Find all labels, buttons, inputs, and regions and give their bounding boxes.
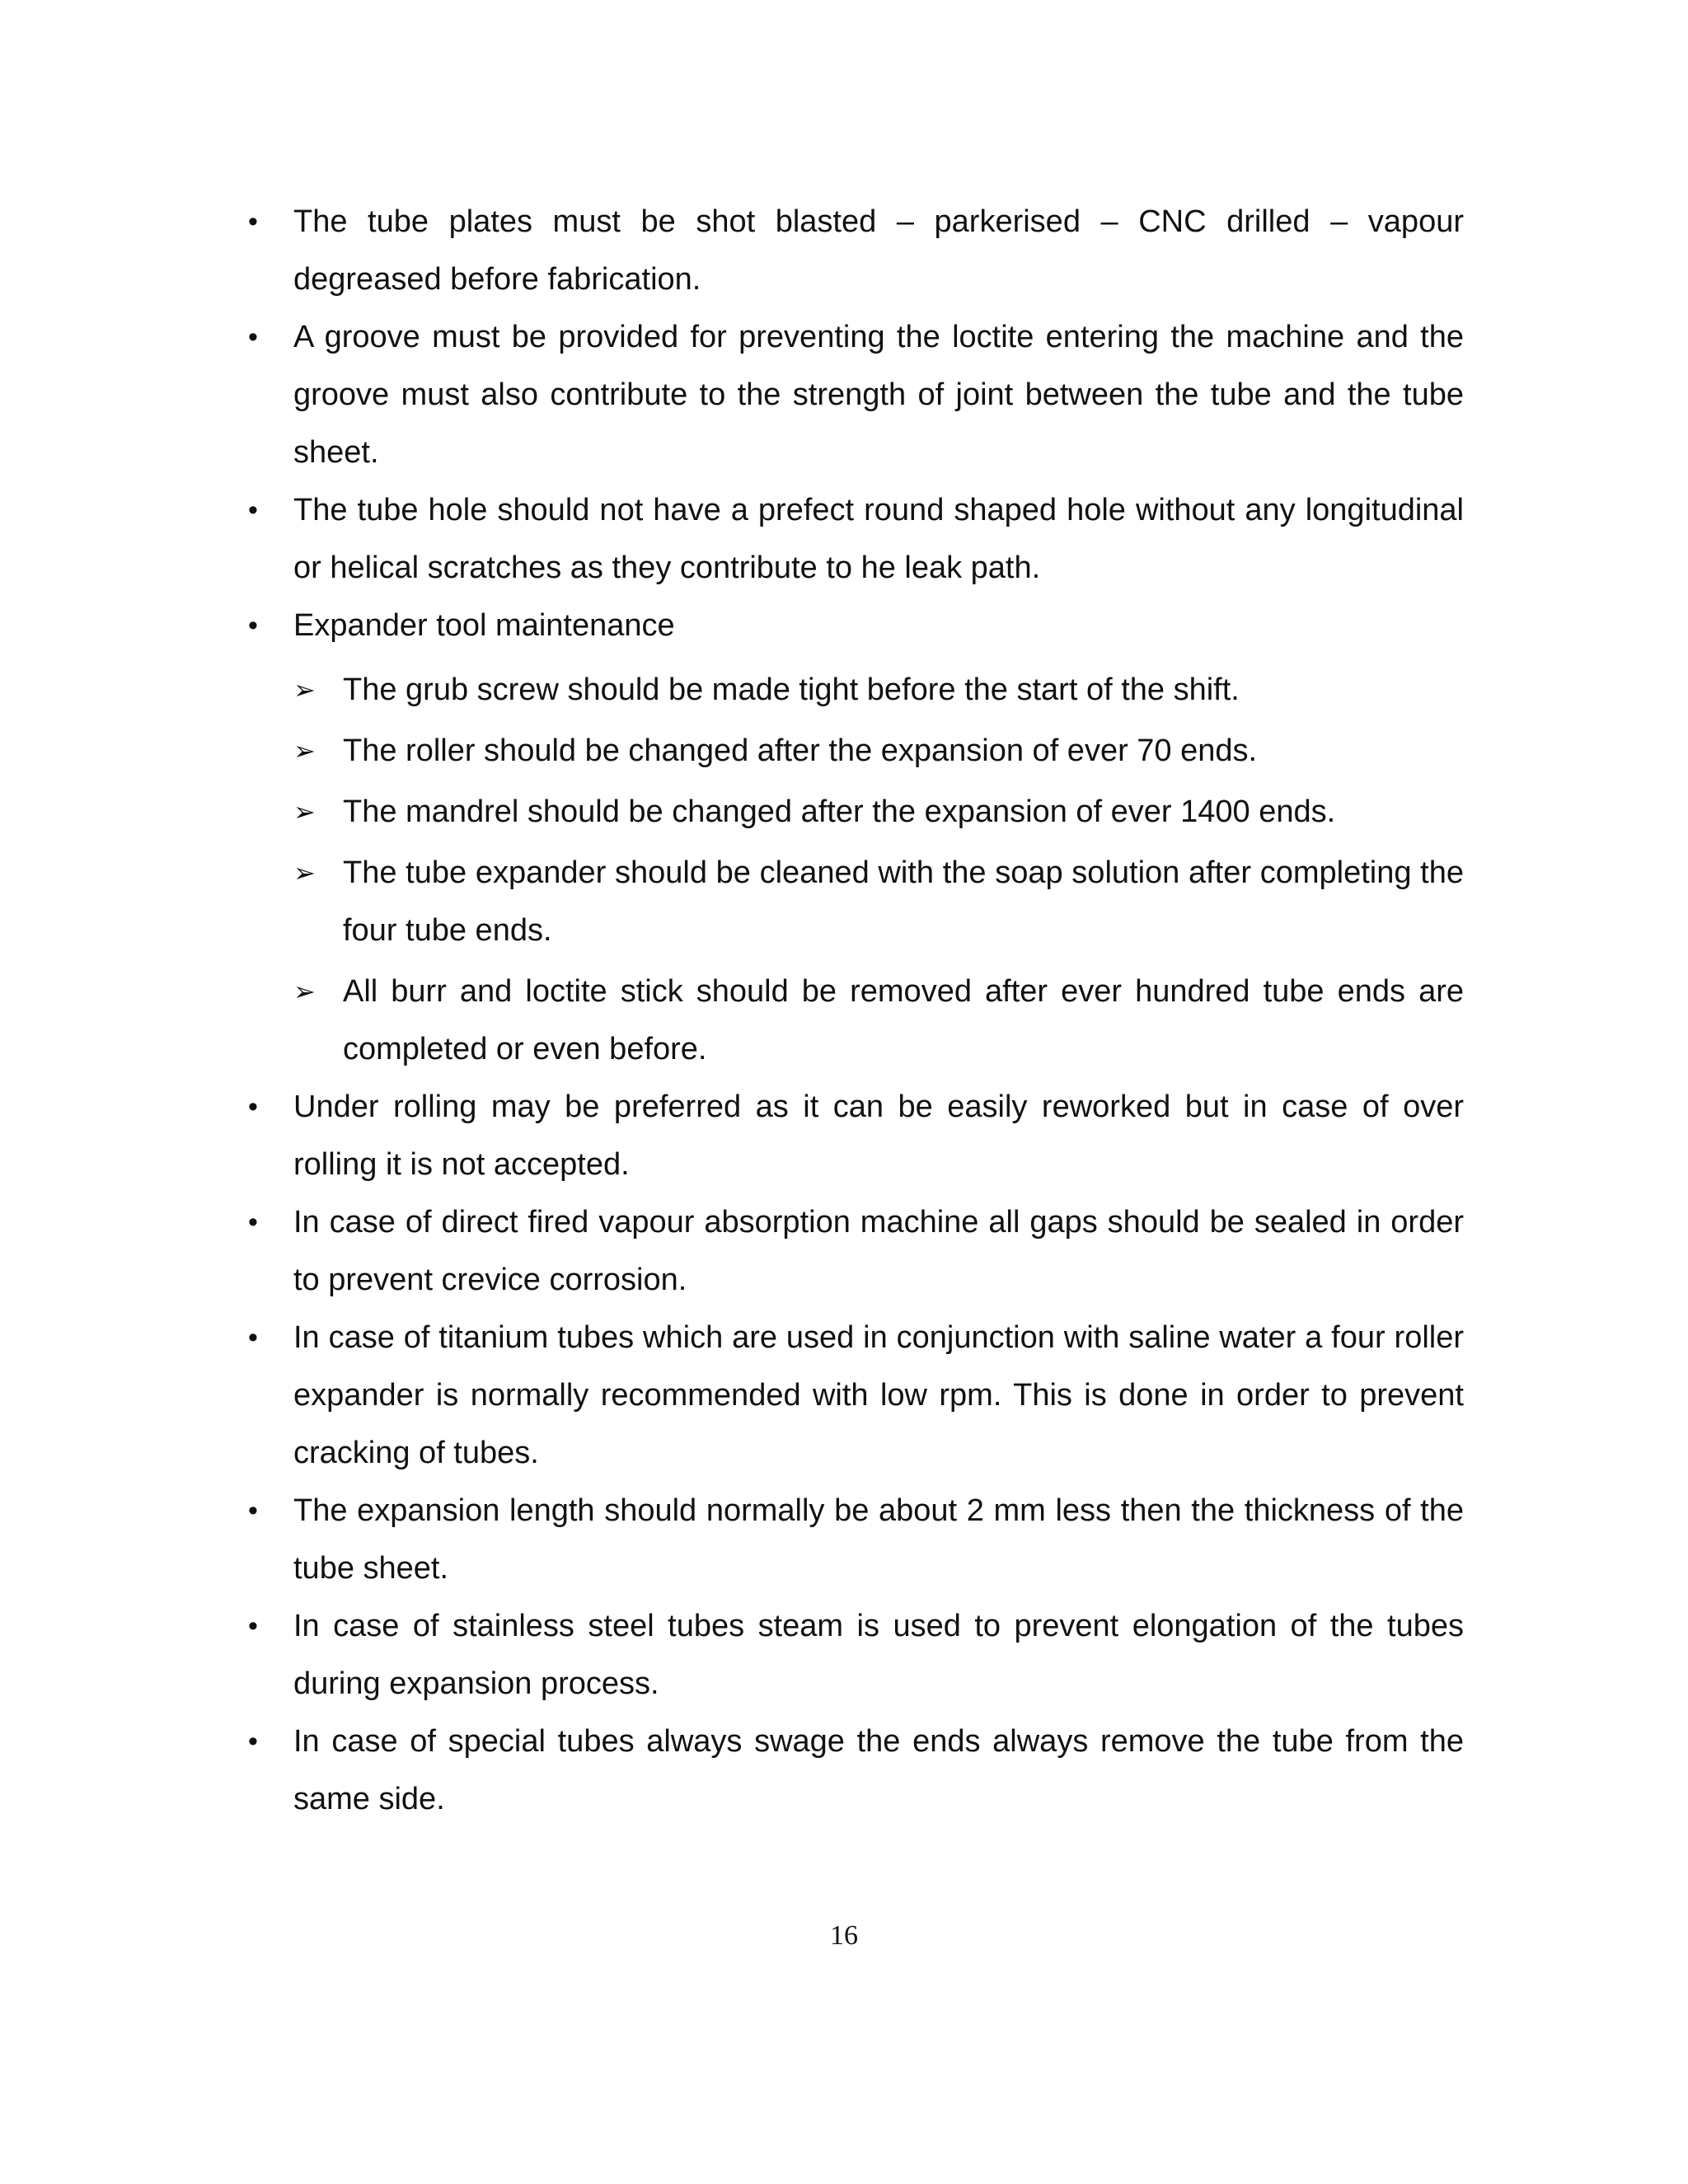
sub-bullet-text: The mandrel should be changed after the expansion of ever 1400 ends. <box>343 794 1336 829</box>
bullet-icon: • <box>248 1091 258 1122</box>
sub-bullet-item <box>293 963 1464 1078</box>
page-content <box>248 193 1464 1828</box>
bullet-icon: • <box>248 1610 258 1642</box>
bullet-item <box>248 1193 1464 1309</box>
bullet-text: Under rolling may be preferred as it can be easily reworked but in case of over rolling it is not accepted. <box>293 1090 1464 1182</box>
sub-bullet-item <box>293 844 1464 959</box>
bullet-item <box>248 597 1464 1078</box>
bullet-text: The expansion length should normally be about 2 mm less then the thickness of the tube sheet. <box>293 1493 1464 1586</box>
bullet-item <box>248 1309 1464 1482</box>
bullet-text: In case of stainless steel tubes steam is used to prevent elongation of the tubes during expansion process. <box>293 1609 1464 1701</box>
sub-bullet-list <box>293 661 1464 1078</box>
arrow-bullet-icon: ➢ <box>293 797 316 827</box>
bullet-item <box>248 193 1464 308</box>
bullet-item <box>248 1597 1464 1713</box>
bullet-item <box>248 1078 1464 1193</box>
sub-bullet-text: The tube expander should be cleaned with the soap solution after completing the four tube ends. <box>343 855 1464 948</box>
arrow-bullet-icon: ➢ <box>293 977 316 1006</box>
bullet-text: A groove must be provided for preventing the loctite entering the machine and the groove must also contribute to the strength of joint between the tube and the tube sheet. <box>293 320 1464 470</box>
bullet-text: Expander tool maintenance <box>293 608 675 643</box>
bullet-icon: • <box>248 1726 258 1757</box>
bullet-text: In case of direct fired vapour absorption machine all gaps should be sealed in order to prevent crevice corrosion. <box>293 1205 1464 1297</box>
arrow-bullet-icon: ➢ <box>293 858 316 888</box>
bullet-text: In case of special tubes always swage the ends always remove the tube from the same side. <box>293 1724 1464 1816</box>
sub-bullet-item <box>293 661 1464 719</box>
bullet-list <box>248 193 1464 1828</box>
arrow-bullet-icon: ➢ <box>293 736 316 766</box>
bullet-item <box>248 1482 1464 1597</box>
bullet-icon: • <box>248 1322 258 1353</box>
bullet-item <box>248 481 1464 597</box>
bullet-icon: • <box>248 494 258 526</box>
bullet-icon: • <box>248 206 258 237</box>
sub-bullet-text: The roller should be changed after the expansion of ever 70 ends. <box>343 733 1258 768</box>
bullet-text: The tube hole should not have a prefect round shaped hole without any longitudinal or helical scratches as they contribute to he leak path. <box>293 493 1464 585</box>
bullet-item <box>248 1713 1464 1828</box>
bullet-icon: • <box>248 1495 258 1526</box>
bullet-icon: • <box>248 610 258 641</box>
bullet-icon: • <box>248 321 258 353</box>
arrow-bullet-icon: ➢ <box>293 675 316 705</box>
bullet-text: In case of titanium tubes which are used in conjunction with saline water a four roller expander is normally recommended with low rpm. This is done in order to prevent cracking of tubes. <box>293 1320 1464 1470</box>
sub-bullet-text: The grub screw should be made tight before the start of the shift. <box>343 673 1240 707</box>
bullet-icon: • <box>248 1207 258 1238</box>
page-number: 16 <box>830 1920 858 1951</box>
sub-bullet-item <box>293 722 1464 780</box>
bullet-text: The tube plates must be shot blasted – parkerised – CNC drilled – vapour degreased before fabrication. <box>293 204 1464 297</box>
sub-bullet-item <box>293 783 1464 841</box>
bullet-item <box>248 308 1464 481</box>
sub-bullet-text: All burr and loctite stick should be removed after ever hundred tube ends are completed or even before. <box>343 974 1464 1066</box>
